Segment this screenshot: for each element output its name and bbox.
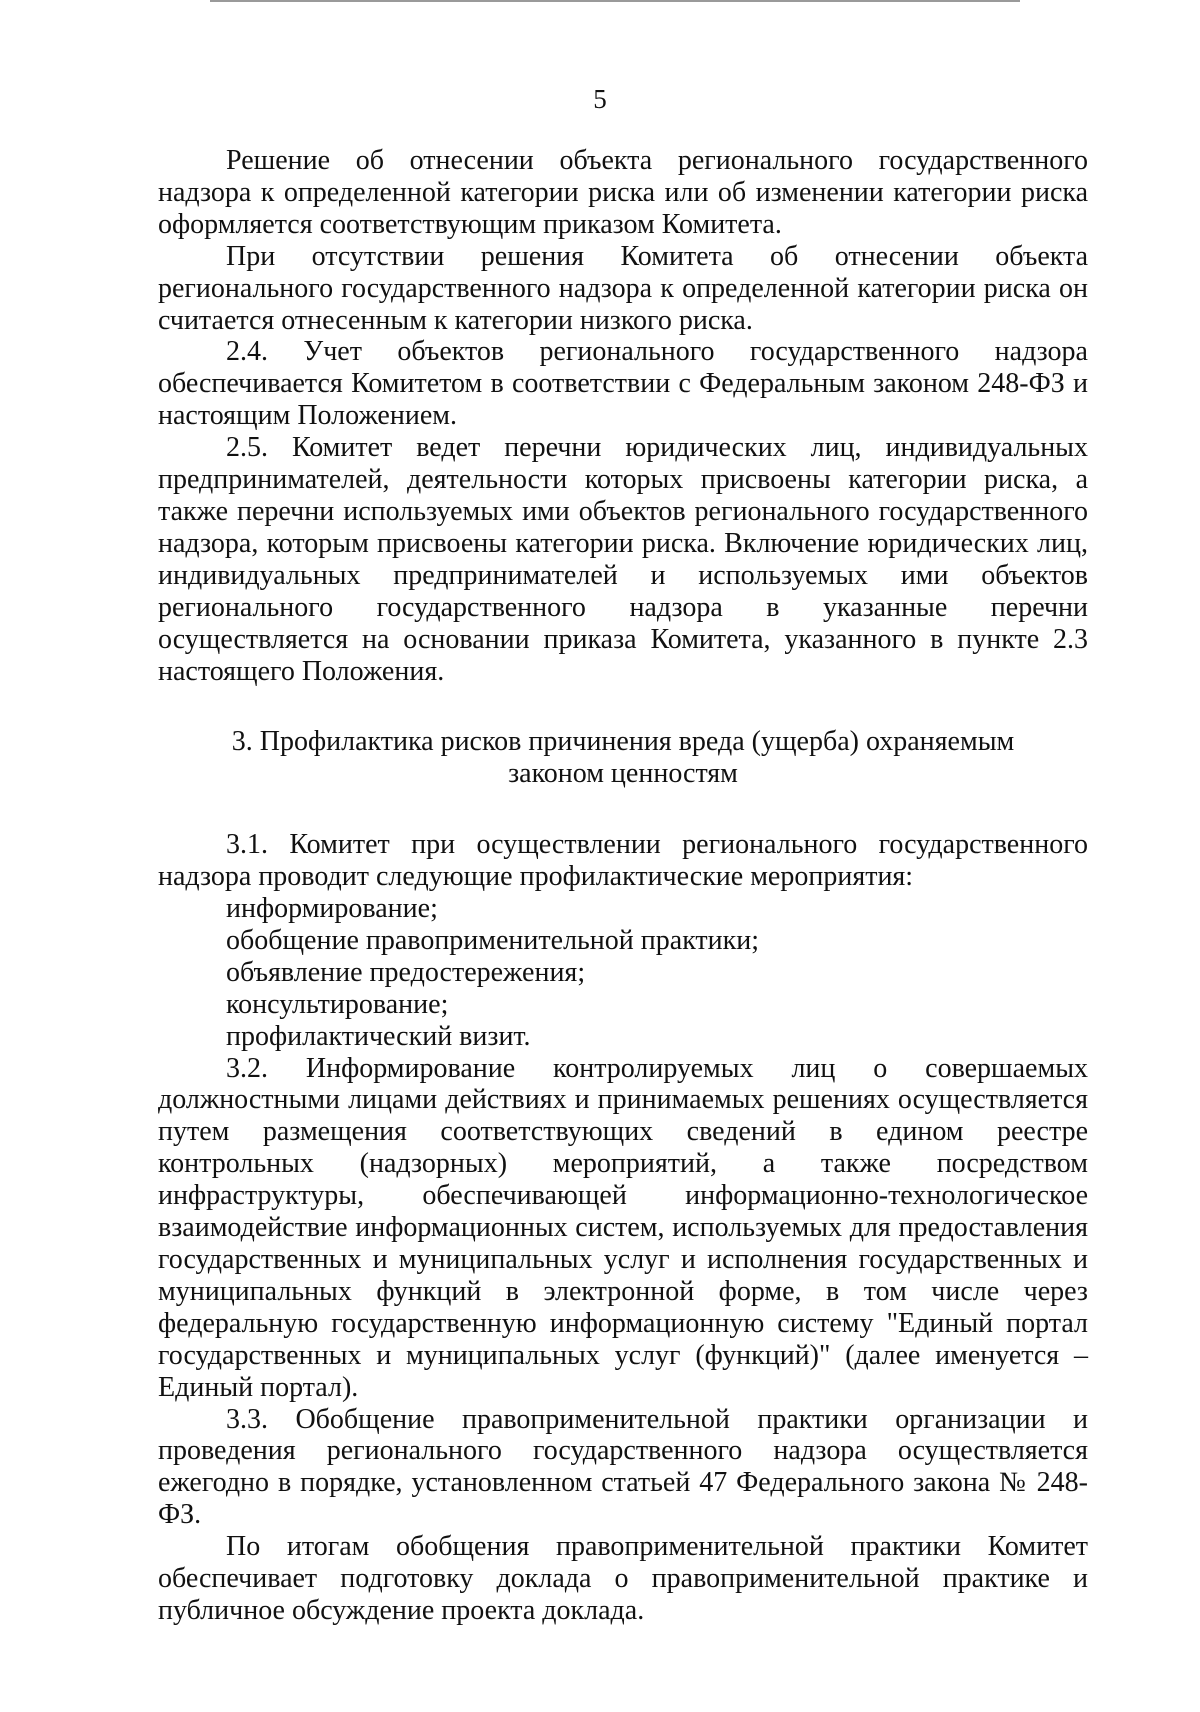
list-item: профилактический визит. [226,1020,531,1052]
section-heading-line-2: законом ценностям [508,758,738,790]
paragraph-3-2: 3.2. Информирование контролируемых лиц о совершаемых должностными лицами действиях и принимаемых решениях осуществляется путем размещения соответствующих сведений в едином реестре контрольных (надзорных) мероприятий, а также посредством инфраструктуры, обеспечивающей информационно-технологическое взаимодействие информационных систем, используемых для предоставления государственных и муниципальных услуг и исполнения государственных и муниципальных функций в электронной форме, в том числе через федеральную государственную информационную систему "Единый портал государственных и муниципальных услуг (функций)" (далее именуется – Единый портал). [158,1052,1088,1403]
paragraph-3-1: 3.1. Комитет при осуществлении регионального государственного надзора проводит следующие профилактические мероприятия: [158,829,1088,893]
list-item: информирование; [226,893,438,925]
list-item: обобщение правоприменительной практики; [226,924,760,956]
section-heading [158,726,1088,790]
paragraph-3-3: 3.3. Обобщение правоприменительной практики организации и проведения регионального государственного надзора осуществляется ежегодно в порядке, установленном статьей 47 Федерального закона № 248-ФЗ. [158,1403,1088,1531]
paragraph-no-decision-low-risk: При отсутствии решения Комитета об отнесении объекта регионального государственного надзора к определенной категории риска он считается отнесенным к категории низкого риска. [158,240,1088,336]
paragraph-practice-report: По итогам обобщения правоприменительной практики Комитет обеспечивает подготовку доклада о правоприменительной практике и публичное обсуждение проекта доклада. [158,1531,1088,1626]
list-item: консультирование; [226,988,449,1020]
paragraph-2-5: 2.5. Комитет ведет перечни юридических лиц, индивидуальных предпринимателей, деятельности которых присвоены категории риска, а также перечни используемых ими объектов регионального государственного надзора, которым присвоены категории риска. Включение юридических лиц, индивидуальных предпринимателей и используемых ими объектов регионального государственного надзора в указанные перечни осуществляется на основании приказа Комитета, указанного в пункте 2.3 настоящего Положения. [158,432,1088,687]
page-number: 5 [593,84,607,114]
scan-top-edge [210,0,1020,2]
paragraph-2-4: 2.4. Учет объектов регионального государственного надзора обеспечивается Комитетом в соответствии с Федеральным законом 248-ФЗ и настоящим Положением. [158,336,1088,432]
list-item: объявление предостережения; [226,956,586,988]
document-body [158,145,1088,1627]
section-heading-line-1: 3. Профилактика рисков причинения вреда (ущерба) охраняемым [231,726,1015,758]
paragraph-risk-category-decision: Решение об отнесении объекта регионального государственного надзора к определенной категории риска или об изменении категории риска оформляется соответствующим приказом Комитета. [158,145,1088,240]
